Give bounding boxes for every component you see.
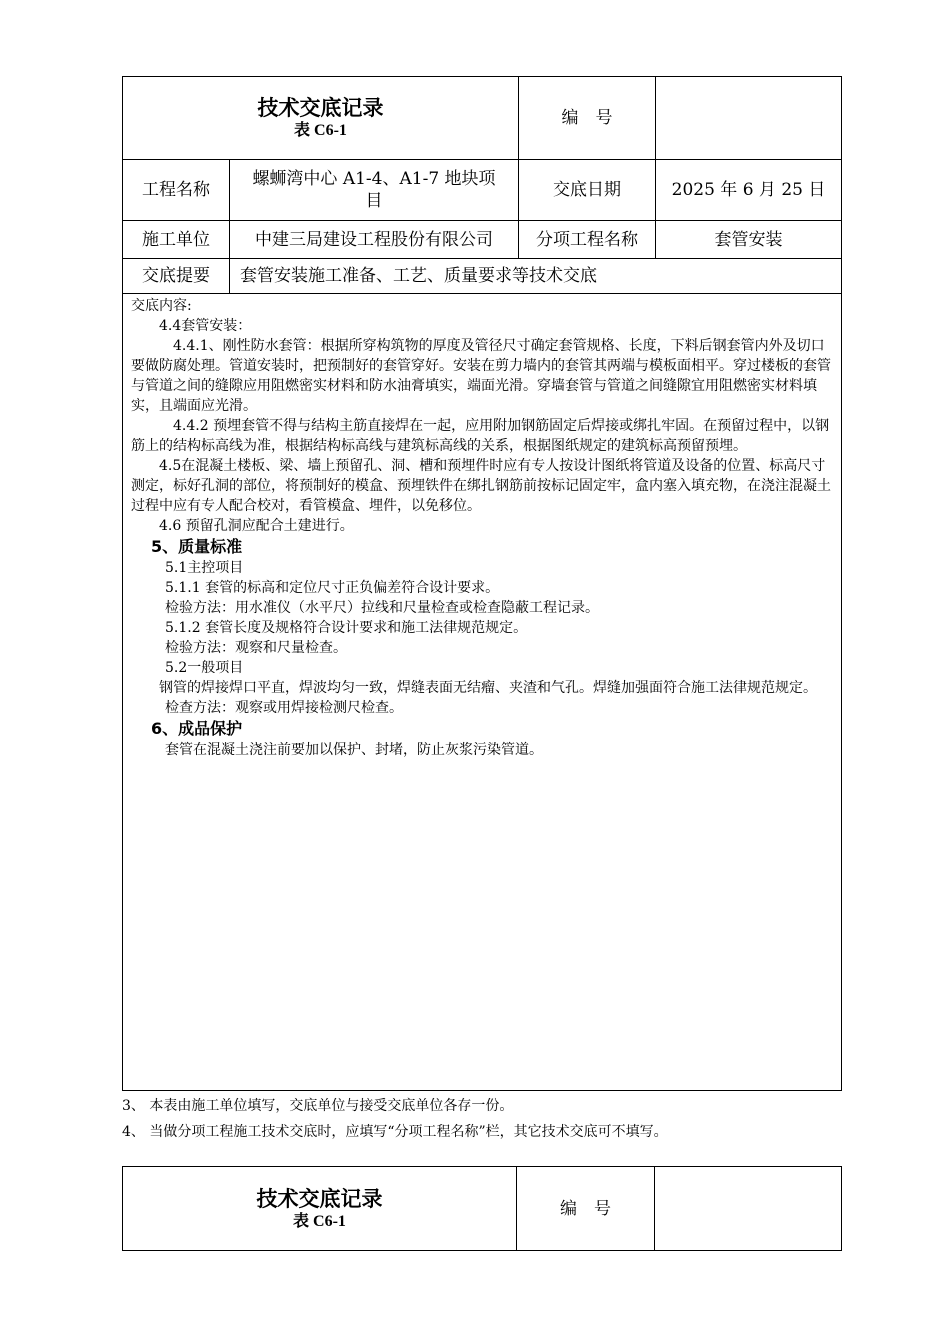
section-4-5: 4.5在混凝土楼板、梁、墙上预留孔、洞、槽和预埋件时应有专人按设计图纸将管道及设备的位置、标高尺寸测定，标好孔洞的部位，将预制好的模盒、预埋铁件在绑扎钢筋前按标记固定牢，盒内塞入填充物，在浇注混凝土过程中应有专人配合校对，看管模盒、埋件，以免移位。	[131, 458, 831, 514]
section-5-2-method: 检查方法：观察或用焊接检测尺检查。	[165, 700, 403, 716]
section-4-4: 4.4套管安装：	[159, 318, 252, 334]
section-5-2: 5.2一般项目	[165, 660, 244, 676]
document-title: 技术交底记录	[257, 95, 384, 120]
document-title-2: 技术交底记录	[256, 1185, 383, 1211]
section-5-1-1-method: 检验方法：用水准仪（水平尺）拉线和尺量检查或检查隐蔽工程记录。	[165, 600, 599, 616]
subitem-value: 套管安装	[656, 221, 842, 259]
number-field-2[interactable]	[655, 1167, 842, 1251]
date-label: 交底日期	[519, 160, 656, 221]
section-4-4-1: 4.4.1、刚性防水套管：根据所穿构筑物的厚度及管径尺寸确定套管规格、长度，下料后钢套管内外及切口要做防腐处理。管道安装时，把预制好的套管穿好。安装在剪力墙内的套管其两端与模板面相平。穿过楼板的套管与管道之间的缝隙应用阻燃密实材料和防水油膏填实，端面光滑。穿墙套管与管道之间缝隙宜用阻燃密实材料填实，且端面应光滑。	[131, 338, 831, 414]
subitem-label: 分项工程名称	[519, 221, 656, 259]
section-6-text: 套管在混凝土浇注前要加以保护、封堵，防止灰浆污染管道。	[165, 742, 543, 758]
form-code-2: 表 C6-1	[293, 1212, 346, 1230]
project-name-value: 螺蛳湾中心 A1-4、A1-7 地块项目	[230, 160, 519, 221]
header2-title-cell	[123, 1167, 517, 1251]
section-4-6: 4.6 预留孔洞应配合土建进行。	[159, 518, 354, 534]
project-name-label: 工程名称	[123, 160, 230, 221]
section-5-1: 5.1主控项目	[165, 560, 244, 576]
date-value: 2025 年 6 月 25 日	[656, 160, 842, 221]
summary-label: 交底提要	[123, 259, 230, 294]
form-code: 表 C6-1	[294, 122, 347, 139]
note-3: 3、 本表由施工单位填写，交底单位与接受交底单位各存一份。	[122, 1098, 514, 1114]
contractor-value: 中建三局建设工程股份有限公司	[230, 221, 519, 259]
header-title-cell	[123, 77, 519, 160]
content-label: 交底内容:	[131, 298, 192, 314]
section-5-1-1: 5.1.1 套管的标高和定位尺寸正负偏差符合设计要求。	[165, 580, 500, 596]
number-label-2: 编 号	[517, 1167, 655, 1251]
content-cell	[123, 294, 842, 1091]
number-field[interactable]	[656, 77, 842, 160]
note-4: 4、 当做分项工程施工技术交底时，应填写“分项工程名称”栏，其它技术交底可不填写。	[122, 1124, 668, 1140]
summary-value: 套管安装施工准备、工艺、质量要求等技术交底	[230, 259, 842, 294]
section-5-2-text: 钢管的焊接焊口平直，焊波均匀一致，焊缝表面无结瘤、夹渣和气孔。焊缝加强面符合施工法律规范规定。	[159, 680, 817, 696]
section-5-1-2-method: 检验方法：观察和尺量检查。	[165, 640, 347, 656]
heading-quality-standard: 5、质量标准	[151, 537, 243, 556]
section-5-1-2: 5.1.2 套管长度及规格符合设计要求和施工法律规范规定。	[165, 620, 528, 636]
disclosure-record-table-2	[122, 1166, 842, 1251]
disclosure-record-table	[122, 76, 842, 1091]
heading-product-protection: 6、成品保护	[151, 719, 243, 738]
section-4-4-2: 4.4.2 预埋套管不得与结构主筋直接焊在一起，应用附加钢筋固定后焊接或绑扎牢固。在预留过程中，以钢筋上的结构标高线为准，根据结构标高线与建筑标高线的关系，根据图纸规定的建筑标高预留预埋。	[131, 418, 830, 454]
contractor-label: 施工单位	[123, 221, 230, 259]
number-label: 编 号	[519, 77, 656, 160]
